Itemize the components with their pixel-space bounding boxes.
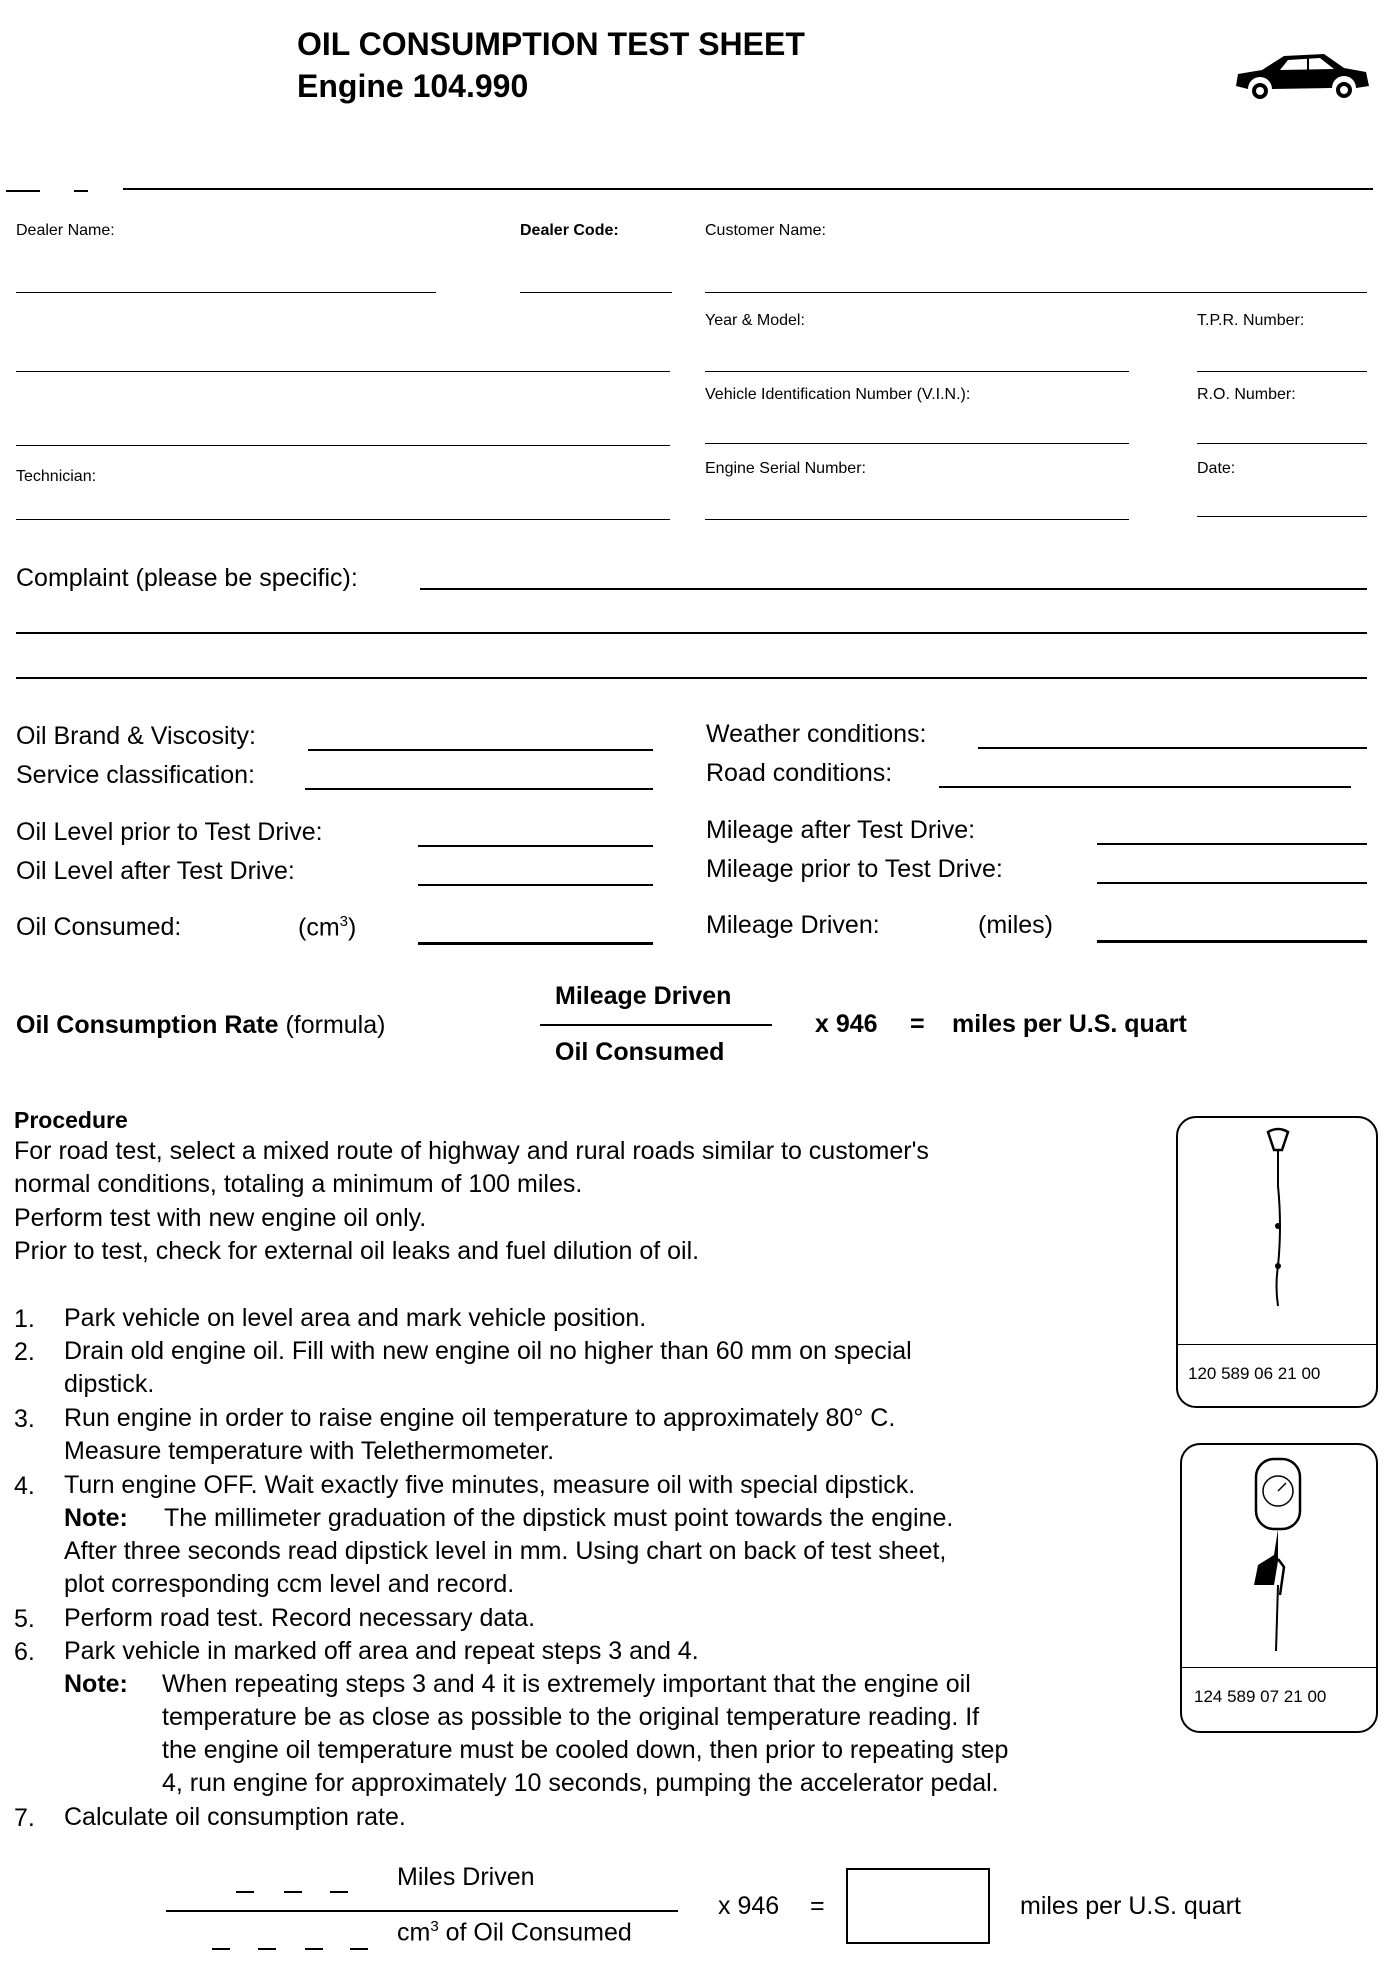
mileage-driven-label: Mileage Driven: (706, 911, 880, 939)
oil-level-after-field[interactable] (418, 884, 653, 886)
digit-blank[interactable] (236, 1891, 254, 1893)
complaint-label: Complaint (please be specific): (16, 564, 358, 592)
complaint-field-line-3[interactable] (16, 677, 1367, 679)
digit-blank[interactable] (330, 1891, 348, 1893)
oil-consumed-label: Oil Consumed: (16, 913, 182, 941)
step-number: 4. (14, 1472, 35, 1500)
step-number: 1. (14, 1305, 35, 1333)
calc-denominator: $cm^3$ of Oil Consumed (397, 1918, 632, 1947)
part-number: 124 589 07 21 00 (1194, 1687, 1327, 1706)
tool-card-divider (1182, 1667, 1376, 1668)
digit-blank[interactable] (212, 1948, 230, 1950)
procedure-intro-3: Perform test with new engine oil only. (14, 1204, 427, 1232)
header-rule-dash (6, 190, 40, 192)
year-model-label: Year & Model: (705, 312, 805, 329)
technician-label: Technician: (16, 468, 97, 485)
step-number: 2. (14, 1338, 35, 1366)
calc-result-unit: miles per U.S. quart (1020, 1892, 1241, 1920)
vin-field[interactable] (705, 443, 1129, 444)
ro-number-field[interactable] (1197, 443, 1367, 444)
telethermometer-icon (1234, 1455, 1324, 1655)
mileage-prior-field[interactable] (1097, 882, 1367, 884)
dealer-name-field[interactable] (16, 292, 436, 293)
calc-equals: = (810, 1892, 825, 1920)
step-number: 6. (14, 1638, 35, 1666)
note-text: 4, run engine for approximately 10 seconds, pumping the accelerator pedal. (162, 1769, 999, 1797)
formula-multiplier: x 946 (815, 1010, 878, 1038)
digit-blank[interactable] (350, 1948, 368, 1950)
note-text: When repeating steps 3 and 4 it is extremely important that the engine oil (162, 1670, 971, 1698)
procedure-heading: Procedure (14, 1107, 128, 1133)
note-text: The millimeter graduation of the dipstick must point towards the engine. (164, 1504, 954, 1532)
engine-serial-field[interactable] (705, 519, 1129, 520)
calc-fraction-bar (166, 1910, 678, 1912)
road-label: Road conditions: (706, 759, 893, 787)
dealer-address-field[interactable] (16, 371, 670, 372)
mileage-driven-field[interactable] (1097, 940, 1367, 943)
year-model-field[interactable] (705, 371, 1129, 372)
dealer-name-label: Dealer Name: (16, 222, 115, 239)
tpr-number-field[interactable] (1197, 371, 1367, 372)
tool-card-divider (1178, 1344, 1376, 1345)
note-label: Note: (64, 1670, 128, 1698)
engine-serial-label: Engine Serial Number: (705, 460, 866, 477)
dealer-code-field[interactable] (520, 292, 672, 293)
dipstick-icon (1248, 1126, 1308, 1316)
result-box[interactable] (846, 1868, 990, 1944)
step-text: Run engine in order to raise engine oil temperature to approximately 80° C. (64, 1404, 896, 1432)
complaint-field-line-1[interactable] (420, 588, 1367, 590)
page-title: OIL CONSUMPTION TEST SHEET (297, 26, 805, 62)
oil-level-prior-label: Oil Level prior to Test Drive: (16, 818, 323, 846)
procedure-intro-1: For road test, select a mixed route of highway and rural roads similar to customer's (14, 1137, 929, 1165)
mileage-after-label: Mileage after Test Drive: (706, 816, 976, 844)
car-icon (1232, 48, 1372, 102)
note-text: temperature be as close as possible to the original temperature reading. If (162, 1703, 980, 1731)
dealer-code-label: Dealer Code: (520, 222, 619, 239)
engine-subtitle: Engine 104.990 (297, 68, 529, 104)
service-class-label: Service classification: (16, 761, 255, 789)
procedure-intro-4: Prior to test, check for external oil leaks and fuel dilution of oil. (14, 1237, 700, 1265)
customer-name-label: Customer Name: (705, 222, 826, 239)
step-text: dipstick. (64, 1370, 155, 1398)
part-number: 120 589 06 21 00 (1188, 1364, 1321, 1383)
step-text: Perform road test. Record necessary data. (64, 1604, 536, 1632)
header-rule-dash (74, 190, 88, 192)
oil-level-prior-field[interactable] (418, 845, 653, 847)
ro-number-label: R.O. Number: (1197, 386, 1296, 403)
dealer-address-field-2[interactable] (16, 445, 670, 446)
note-label: Note: (64, 1504, 128, 1532)
date-label: Date: (1197, 460, 1236, 477)
step-text: Drain old engine oil. Fill with new engine oil no higher than 60 mm on special (64, 1337, 912, 1365)
oil-brand-label: Oil Brand & Viscosity: (16, 722, 256, 750)
step-text: Calculate oil consumption rate. (64, 1803, 406, 1831)
step-number: 7. (14, 1804, 35, 1832)
vin-label: Vehicle Identification Number (V.I.N.): (705, 386, 971, 403)
oil-brand-field[interactable] (308, 749, 653, 751)
step-text: Turn engine OFF. Wait exactly five minutes, measure oil with special dipstick. (64, 1471, 916, 1499)
formula-denominator: Oil Consumed (555, 1038, 725, 1066)
service-class-field[interactable] (305, 788, 653, 790)
road-field[interactable] (939, 786, 1351, 788)
technician-field[interactable] (16, 519, 670, 520)
date-field[interactable] (1197, 516, 1367, 517)
step-text: Park vehicle on level area and mark vehicle position. (64, 1304, 647, 1332)
formula-equals: = (910, 1010, 925, 1038)
tpr-number-label: T.P.R. Number: (1197, 312, 1305, 329)
mileage-driven-unit: (miles) (978, 911, 1053, 939)
mileage-after-field[interactable] (1097, 843, 1367, 845)
digit-blank[interactable] (305, 1948, 323, 1950)
oil-consumed-unit: $(cm^3)$ (298, 913, 357, 942)
formula-numerator: Mileage Driven (555, 982, 732, 1010)
oil-level-after-label: Oil Level after Test Drive: (16, 857, 295, 885)
mileage-prior-label: Mileage prior to Test Drive: (706, 855, 1003, 883)
weather-label: Weather conditions: (706, 720, 927, 748)
calc-multiplier: x 946 (718, 1892, 780, 1920)
customer-name-field[interactable] (705, 292, 1367, 293)
step-text: Measure temperature with Telethermometer. (64, 1437, 555, 1465)
note-text: the engine oil temperature must be cooled down, then prior to repeating step (162, 1736, 1009, 1764)
digit-blank[interactable] (284, 1891, 302, 1893)
header-rule (123, 188, 1373, 190)
oil-consumed-field[interactable] (418, 942, 653, 945)
weather-field[interactable] (978, 747, 1367, 749)
note-text: plot corresponding ccm level and record. (64, 1570, 515, 1598)
procedure-intro-2: normal conditions, totaling a minimum of 100 miles. (14, 1170, 583, 1198)
formula-fraction-bar (540, 1024, 772, 1026)
note-text: After three seconds read dipstick level in mm. Using chart on back of test sheet, (64, 1537, 947, 1565)
dipstick-tool-card (1176, 1116, 1378, 1408)
thermometer-tool-card (1180, 1443, 1378, 1733)
step-text: Park vehicle in marked off area and repeat steps 3 and 4. (64, 1637, 699, 1665)
complaint-field-line-2[interactable] (16, 632, 1367, 634)
digit-blank[interactable] (258, 1948, 276, 1950)
formula-label: Oil Consumption Rate (formula) (16, 1011, 386, 1039)
step-number: 3. (14, 1405, 35, 1433)
step-number: 5. (14, 1605, 35, 1633)
calc-numerator: Miles Driven (397, 1863, 535, 1891)
formula-result: miles per U.S. quart (952, 1010, 1187, 1038)
